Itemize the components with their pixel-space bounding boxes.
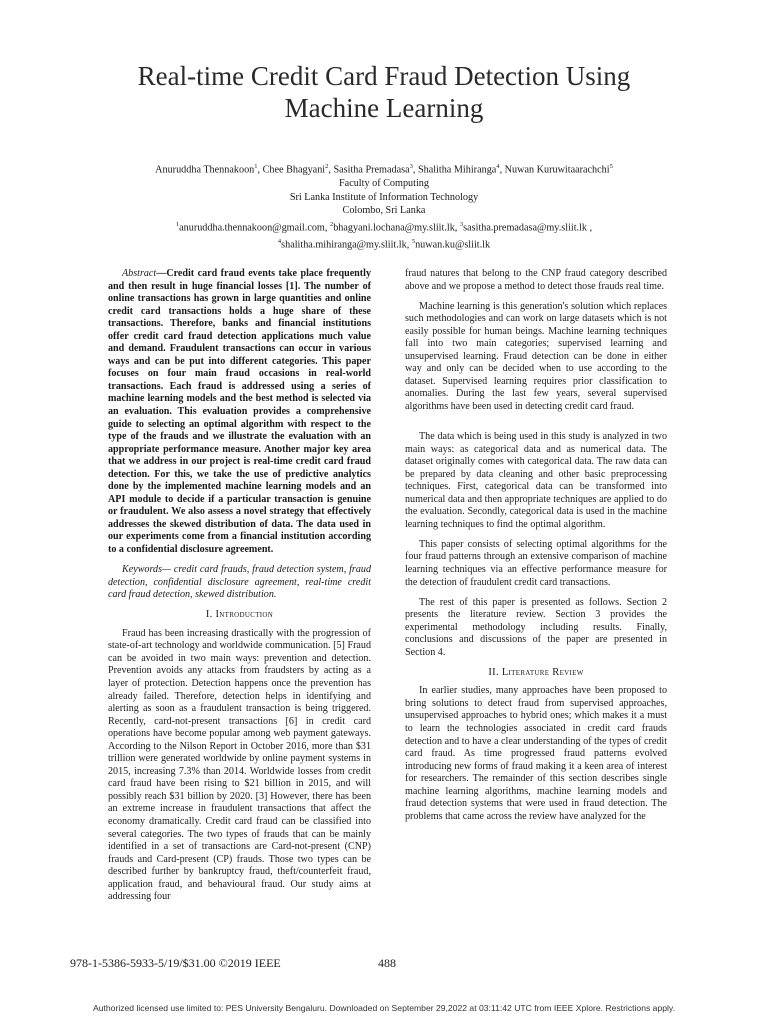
author-2: Chee Bhagyani <box>262 164 326 176</box>
author-4: Shalitha Mihiranga <box>417 164 497 176</box>
left-column <box>108 268 371 911</box>
author-5: Nuwan Kuruwitaarachchi <box>504 164 610 176</box>
keywords: Keywords— credit card frauds, fraud detection system, fraud detection, confidential disclosure agreement, real-time credit card fraud detection, skewed distribution. <box>108 564 371 601</box>
abstract-dash: — <box>156 268 167 279</box>
section-heading-literature-review: II. Literature Review <box>488 666 584 678</box>
affiliation-institute: Sri Lanka Institute of Information Technology <box>289 191 479 203</box>
introduction-paragraph: Fraud has been increasing drastically with the progression of state-of-art technology and worldwide communication. [5] Fraud can be avoided in two main ways: prevention and detection. Prevention avoids any attacks from fraudsters by acting as a layer of protection. Detection happens once the prevention has already failed. Therefore, detection helps in identifying and alerting as soon as a fraudulent transaction is being triggered. Recently, card-not-present transactions [6] in credit card operations have become popular among web payment gateways. According to the Nilson Report in October 2016, more than $31 trillion were generated worldwide by online payment systems in 2015, increasing 7.3% than 2014. Worldwide losses from credit card fraud have been rising to $21 billion in 2015, and will possibly reach $31 billion by 2020. [3] However, there has been an extreme increase in fraudulent transactions that affect the economy dramatically. Credit card fraud can be classified into several categories. The two types of frauds that can be mainly identified in a set of transactions are Card-not-present (CNP) frauds and Card-present (CP) frauds. Those two types can be described further by bankruptcy fraud, theft/counterfeit fraud, application fraud, and behavioural fraud. Our study aims at addressing four <box>108 627 371 903</box>
author-4-sup: 4 <box>496 163 500 170</box>
page-number: 488 <box>378 956 396 970</box>
license-notice: Authorized licensed use limited to: PES University Bengaluru. Downloaded on September 29,2022 at 03:11:42 UTC from IEEE Xplore. Restrictions apply. <box>93 1003 675 1013</box>
author-block <box>60 160 708 252</box>
author-1: Anuruddha Thennakoon <box>155 164 255 176</box>
emails-line-2: $^4$shalitha.mihiranga@my.sliit.lk, $^5$nuwan.ku@sliit.lk <box>277 237 491 251</box>
right-paragraph-1: fraud natures that belong to the CNP fraud category described above and we propose a method to detect those frauds real time. <box>405 268 667 292</box>
abstract <box>108 268 371 557</box>
isbn-copyright: 978-1-5386-5933-5/19/$31.00 ©2019 IEEE <box>70 956 281 970</box>
email-1[interactable]: anuruddha.thennakoon@gmail.com, <box>179 222 328 234</box>
right-paragraph-3: The data which is being used in this study is analyzed in two main ways: as categorical data and as numerical data. The dataset originally comes with categorical data. The raw data can be prepared by data cleaning and other basic preprocessing techniques. First, categorical data can be transformed into numerical data and then appropriate techniques are applied to do the evaluation. Secondly, categorical data is used in the machine learning techniques to find the optimal algorithm. <box>405 431 667 530</box>
affiliation-location: Colombo, Sri Lanka <box>342 205 426 217</box>
literature-review-paragraph: In earlier studies, many approaches have been proposed to bring solutions to detect fraud from supervised approaches, unsupervised approaches to hybrid ones; which makes it a must to learn the technologies associated in credit card frauds detection and to have a clear understanding of the types of credit card fraud. As time progressed fraud patterns evolved introducing new forms of fraud making it a keen area of interest for researchers. The remainder of this section describes single machine learning algorithms, machine learning models and fraud detection systems that were used in fraud detection. The problems that came across the review have analyzed for the <box>405 685 667 822</box>
author-2-sup: 2 <box>325 163 329 170</box>
title-line-1: Real-time Credit Card Fraud Detection Using <box>137 61 631 91</box>
email-5[interactable]: nuwan.ku@sliit.lk <box>415 239 491 251</box>
right-column <box>405 268 667 831</box>
abstract-text: Credit card fraud events take place frequently and then result in huge financial losses [1]. The number of online transactions has grown in large quantities and online credit card transactions holds a huge share of these transactions. Therefore, banks and financial institutions offer credit card fraud detection applications much value and demand. Fraudulent transactions can occur in various ways and can be put into different categories. This paper focuses on four main fraud occasions in real-world transactions. Each fraud is addressed using a series of machine learning models and the best method is selected via an evaluation. This evaluation provides a comprehensive guide to selecting an optimal algorithm with respect to the type of the frauds and we illustrate the evaluation with an appropriate performance measure. Another major key area that we address in our project is real-time credit card fraud detection. For this, we take the use of predictive analytics done by the implemented machine learning models and an API module to decide if a particular transaction is genuine or fraudulent. We also assess a novel strategy that effectively addresses the skewed distribution of data. The data used in our experiments come from a financial institution according to a confidential disclosure agreement. <box>108 268 371 556</box>
email-2[interactable]: bhagyani.lochana@my.sliit.lk, <box>333 222 458 234</box>
paper-title <box>60 60 708 124</box>
section-heading-introduction: I. Introduction <box>205 609 274 621</box>
author-1-sup: 1 <box>254 163 258 170</box>
title-line-2: Machine Learning <box>284 93 484 123</box>
abstract-label: Abstract <box>122 268 157 279</box>
author-3-sup: 3 <box>409 163 413 170</box>
right-paragraph-2: Machine learning is this generation's solution which replaces such methodologies and can work on large datasets which is not easily possible for human beings. Machine learning techniques fall into two main categories; supervised learning and unsupervised learning. Fraud detection can be done in either way and only can be decided when to use according to the dataset. Supervised learning requires prior classification to anomalies. During the last few years, several supervised algorithms have been used in detecting credit card fraud. <box>405 300 667 412</box>
right-paragraph-4: This paper consists of selecting optimal algorithms for the four fraud patterns through an extensive comparison of machine learning techniques via an effective performance measure for the detection of fraudulent credit card transactions. <box>405 538 667 588</box>
emails-line-1: $^1$anuruddha.thennakoon@gmail.com, $^2$bhagyani.lochana@my.sliit.lk, $^3$sasitha.premadasa@my.sliit.lk , <box>175 220 593 234</box>
paragraph-gap <box>405 421 667 431</box>
email-3[interactable]: sasitha.premadasa@my.sliit.lk , <box>463 222 593 234</box>
email-4[interactable]: shalitha.mihiranga@my.sliit.lk, <box>281 239 410 251</box>
author-5-sup: 5 <box>609 163 613 170</box>
author-3: Sasitha Premadasa <box>333 164 410 176</box>
author-list: Anuruddha Thennakoon$^1$, Chee Bhagyani$^2$, Sasitha Premadasa$^3$, Shalitha Mihiranga$^4$, Nuwan Kuruwitaarachchi$^5$ <box>155 163 613 176</box>
affiliation-faculty: Faculty of Computing <box>339 177 429 189</box>
right-paragraph-5: The rest of this paper is presented as follows. Section 2 presents the literature review. Section 3 provides the experimental methodology including results. Finally, conclusions and discussions of the paper are presented in Section 4. <box>405 596 667 658</box>
